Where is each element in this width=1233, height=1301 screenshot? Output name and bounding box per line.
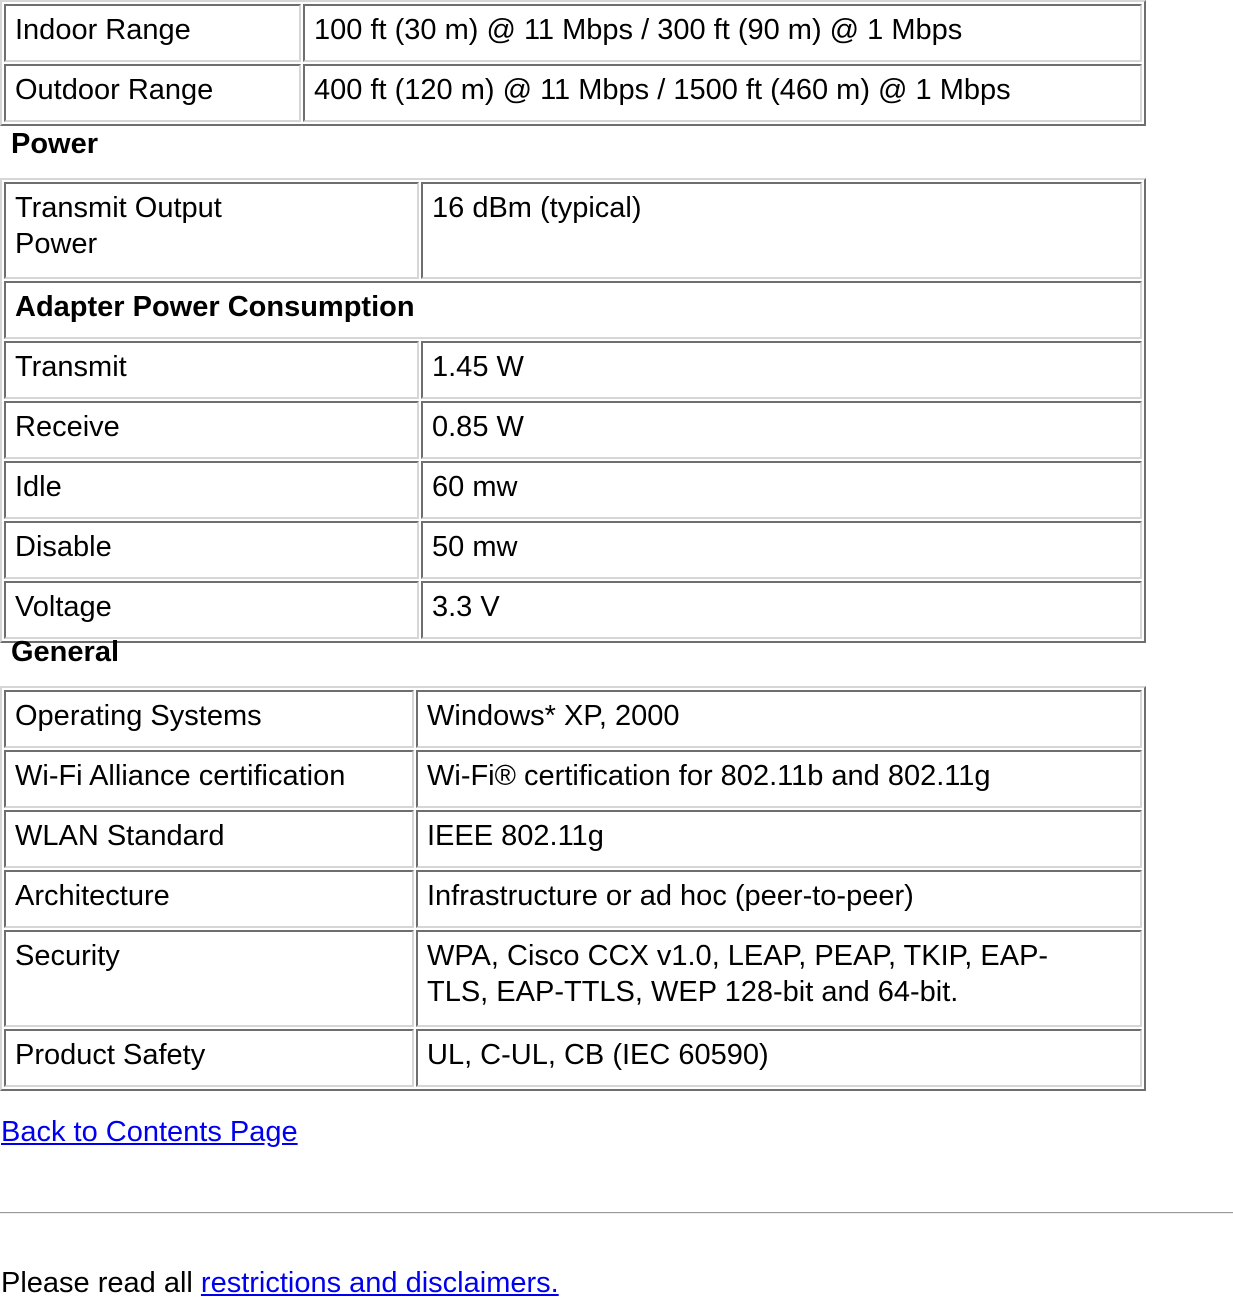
indoor-range-label: Indoor Range	[4, 4, 301, 62]
architecture-value: Infrastructure or ad hoc (peer-to-peer)	[416, 870, 1142, 928]
wifi-certification-value: Wi-Fi® certification for 802.11b and 802.11g	[416, 750, 1142, 808]
table-row	[4, 521, 1142, 579]
receive-value: 0.85 W	[421, 401, 1142, 459]
security-label: Security	[4, 930, 414, 1027]
general-table	[0, 686, 1146, 1091]
table-row	[4, 581, 1142, 639]
transmit-value: 1.45 W	[421, 341, 1142, 399]
table-row	[4, 750, 1142, 808]
power-table	[0, 178, 1146, 643]
disable-value: 50 mw	[421, 521, 1142, 579]
transmit-label: Transmit	[4, 341, 419, 399]
back-to-contents-link[interactable]: Back to Contents Page	[1, 1116, 298, 1148]
table-row	[4, 930, 1142, 1027]
operating-systems-value: Windows* XP, 2000	[416, 690, 1142, 748]
table-row	[4, 4, 1142, 62]
table-row	[4, 810, 1142, 868]
restrictions-disclaimers-link[interactable]: restrictions and disclaimers.	[200, 1267, 559, 1299]
range-table	[0, 0, 1146, 126]
indoor-range-value: 100 ft (30 m) @ 11 Mbps / 300 ft (90 m) @ 1 Mbps	[303, 4, 1142, 62]
table-row	[4, 1029, 1142, 1087]
product-safety-value: UL, C-UL, CB (IEC 60590)	[416, 1029, 1142, 1087]
security-value-line2: TLS, EAP-TTLS, WEP 128-bit and 64-bit.	[427, 976, 959, 1008]
operating-systems-label: Operating Systems	[4, 690, 414, 748]
voltage-label: Voltage	[4, 581, 419, 639]
disable-label: Disable	[4, 521, 419, 579]
transmit-output-label-line1: Transmit Output	[15, 192, 222, 224]
power-section-title: Power	[11, 128, 99, 160]
security-value-line1: WPA, Cisco CCX v1.0, LEAP, PEAP, TKIP, EAP-	[427, 940, 1049, 972]
table-row	[4, 64, 1142, 122]
outdoor-range-label: Outdoor Range	[4, 64, 301, 122]
adapter-power-consumption-heading: Adapter Power Consumption	[4, 281, 1142, 339]
table-row	[4, 182, 1142, 279]
outdoor-range-value: 400 ft (120 m) @ 11 Mbps / 1500 ft (460 m) @ 1 Mbps	[303, 64, 1142, 122]
general-section-title: General	[11, 636, 119, 668]
horizontal-divider	[0, 1212, 1233, 1214]
transmit-output-power-value: 16 dBm (typical)	[421, 182, 1142, 279]
receive-label: Receive	[4, 401, 419, 459]
idle-label: Idle	[4, 461, 419, 519]
table-row	[4, 461, 1142, 519]
wlan-standard-label: WLAN Standard	[4, 810, 414, 868]
table-row	[4, 690, 1142, 748]
security-value	[416, 930, 1142, 1027]
transmit-output-power-label	[4, 182, 419, 279]
footer-prefix: Please read all	[1, 1267, 201, 1299]
wlan-standard-value: IEEE 802.11g	[416, 810, 1142, 868]
wifi-certification-label: Wi-Fi Alliance certification	[4, 750, 414, 808]
footer-text	[1, 1265, 559, 1301]
product-safety-label: Product Safety	[4, 1029, 414, 1087]
transmit-output-label-line2: Power	[15, 228, 98, 260]
idle-value: 60 mw	[421, 461, 1142, 519]
voltage-value: 3.3 V	[421, 581, 1142, 639]
table-row	[4, 341, 1142, 399]
table-row	[4, 281, 1142, 339]
table-row	[4, 401, 1142, 459]
table-row	[4, 870, 1142, 928]
architecture-label: Architecture	[4, 870, 414, 928]
